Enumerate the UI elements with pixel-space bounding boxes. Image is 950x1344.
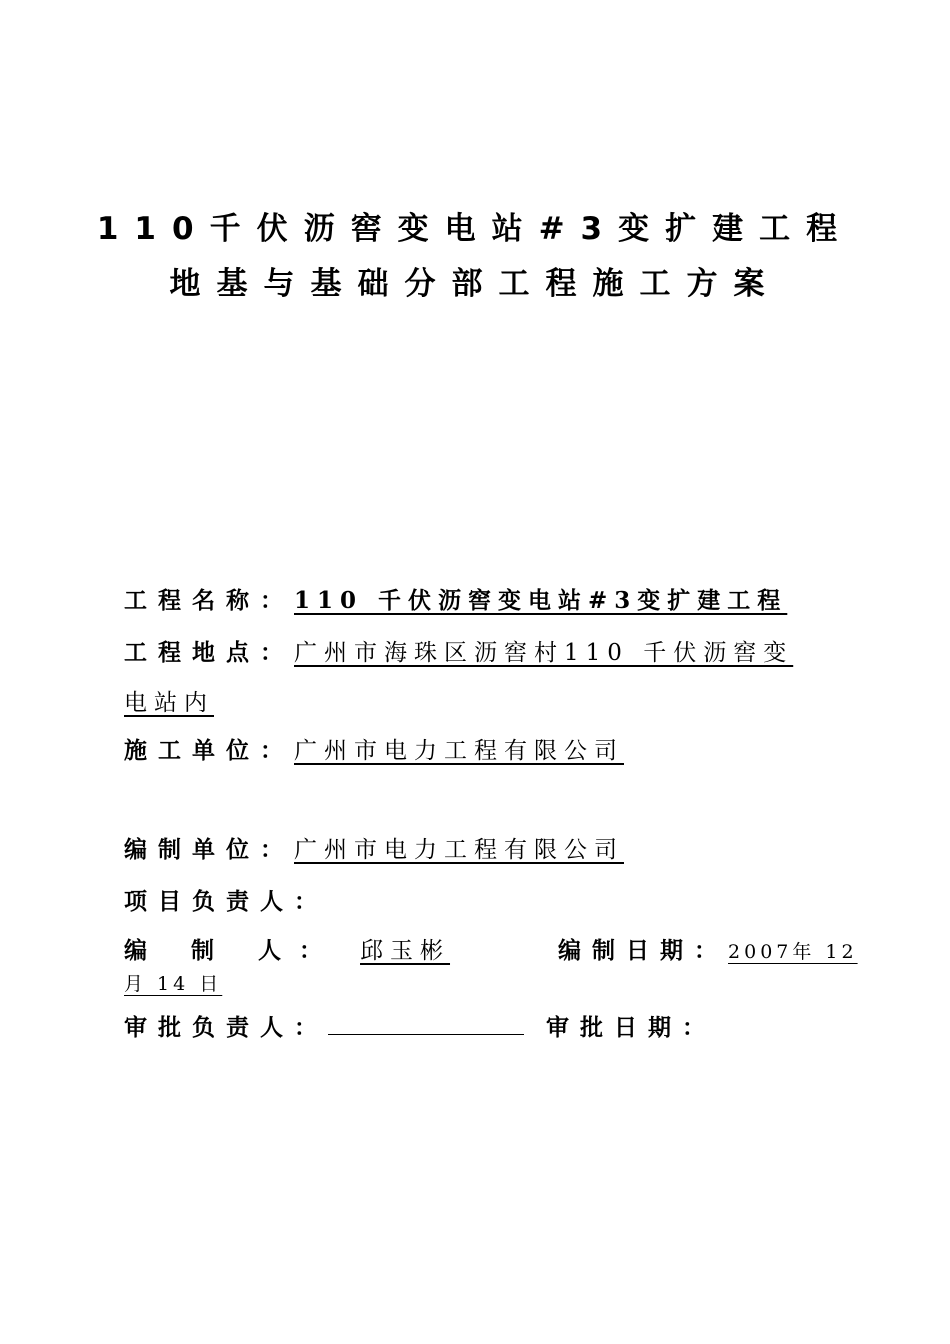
approver-label: 审批负责人： — [124, 1015, 328, 1041]
contractor-row — [124, 732, 624, 765]
compile-date-continuation-row — [124, 969, 222, 996]
project-name-value: 110 千伏沥窖变电站#3变扩建工程 — [294, 587, 788, 614]
project-name-label: 工程名称： — [124, 588, 294, 614]
contractor-value: 广州市电力工程有限公司 — [294, 738, 624, 764]
title-line-1: 110千伏沥窖变电站#3变扩建工程 — [96, 211, 854, 247]
compiler-row — [124, 932, 858, 965]
compiler-value: 邱玉彬 — [360, 938, 451, 964]
location-label: 工程地点： — [124, 640, 294, 666]
location-continuation-row — [124, 684, 214, 717]
approver-blank-line — [328, 1012, 524, 1035]
location-value-line-2: 电站内 — [124, 690, 214, 716]
compile-date-value-line-2: 月 14 日 — [124, 973, 223, 995]
approve-date-label: 审批日期： — [546, 1015, 716, 1041]
project-manager-row — [124, 883, 328, 916]
compiler-label: 编 制 人： — [124, 938, 341, 964]
compiler-unit-row — [124, 831, 624, 864]
location-value-line-1: 广州市海珠区沥窖村110 千伏沥窖变 — [294, 640, 794, 666]
compile-date-label: 编制日期： — [558, 938, 729, 964]
approver-row — [124, 1009, 716, 1042]
title-line-2: 地基与基础分部工程施工方案 — [169, 266, 781, 302]
project-manager-label: 项目负责人： — [124, 889, 328, 915]
contractor-label: 施工单位： — [124, 738, 294, 764]
compile-date-value-line-1: 2007年 12 — [728, 941, 858, 963]
location-row — [124, 634, 793, 667]
compiler-unit-value: 广州市电力工程有限公司 — [294, 837, 624, 863]
project-name-row — [124, 582, 787, 615]
compiler-unit-label: 编制单位： — [124, 837, 294, 863]
